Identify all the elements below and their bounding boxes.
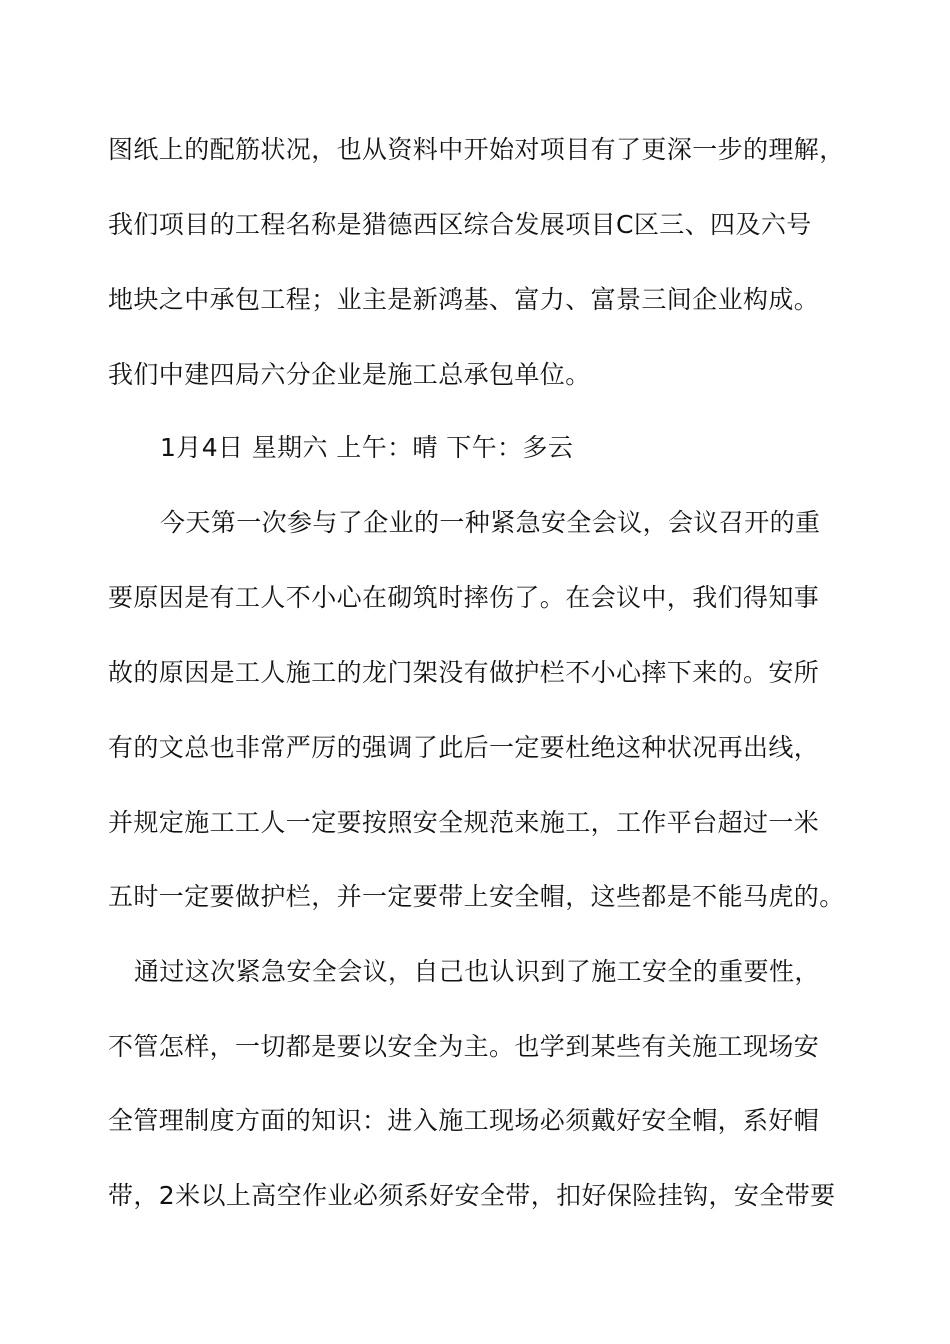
paragraph-start-line: 通过这次紧急安全会议，自己也认识到了施工安全的重要性， [134, 957, 820, 986]
text-line: 我们中建四局六分企业是施工总承包单位。 [108, 360, 591, 389]
paragraph-start-line: 今天第一次参与了企业的一种紧急安全会议，会议召开的重 [160, 508, 821, 537]
text-line: 带，2米以上高空作业必须系好安全带，扣好保险挂钩，安全带要 [108, 1181, 836, 1210]
text-line: 地块之中承包工程；业主是新鸿基、富力、富景三间企业构成。 [108, 285, 820, 314]
text-line: 全管理制度方面的知识：进入施工现场必须戴好安全帽，系好帽 [108, 1106, 820, 1135]
text-line: 有的文总也非常严厉的强调了此后一定要杜绝这种状况再出线， [108, 733, 820, 762]
text-line: 图纸上的配筋状况，也从资料中开始对项目有了更深一步的理解， [108, 135, 845, 164]
text-line: 故的原因是工人施工的龙门架没有做护栏不小心摔下来的。安所 [108, 658, 820, 687]
text-line: 五时一定要做护栏，并一定要带上安全帽，这些都是不能马虎的。 [108, 882, 845, 911]
date-weather-line: 1月4日 星期六 上午：晴 下午：多云 [160, 433, 574, 462]
text-line: 不管怎样，一切都是要以安全为主。也学到某些有关施工现场安 [108, 1032, 820, 1061]
text-line: 并规定施工工人一定要按照安全规范来施工，工作平台超过一米 [108, 808, 820, 837]
text-line: 要原因是有工人不小心在砌筑时摔伤了。在会议中，我们得知事 [108, 583, 820, 612]
text-line: 我们项目的工程名称是猎德西区综合发展项目C区三、四及六号 [108, 210, 812, 239]
